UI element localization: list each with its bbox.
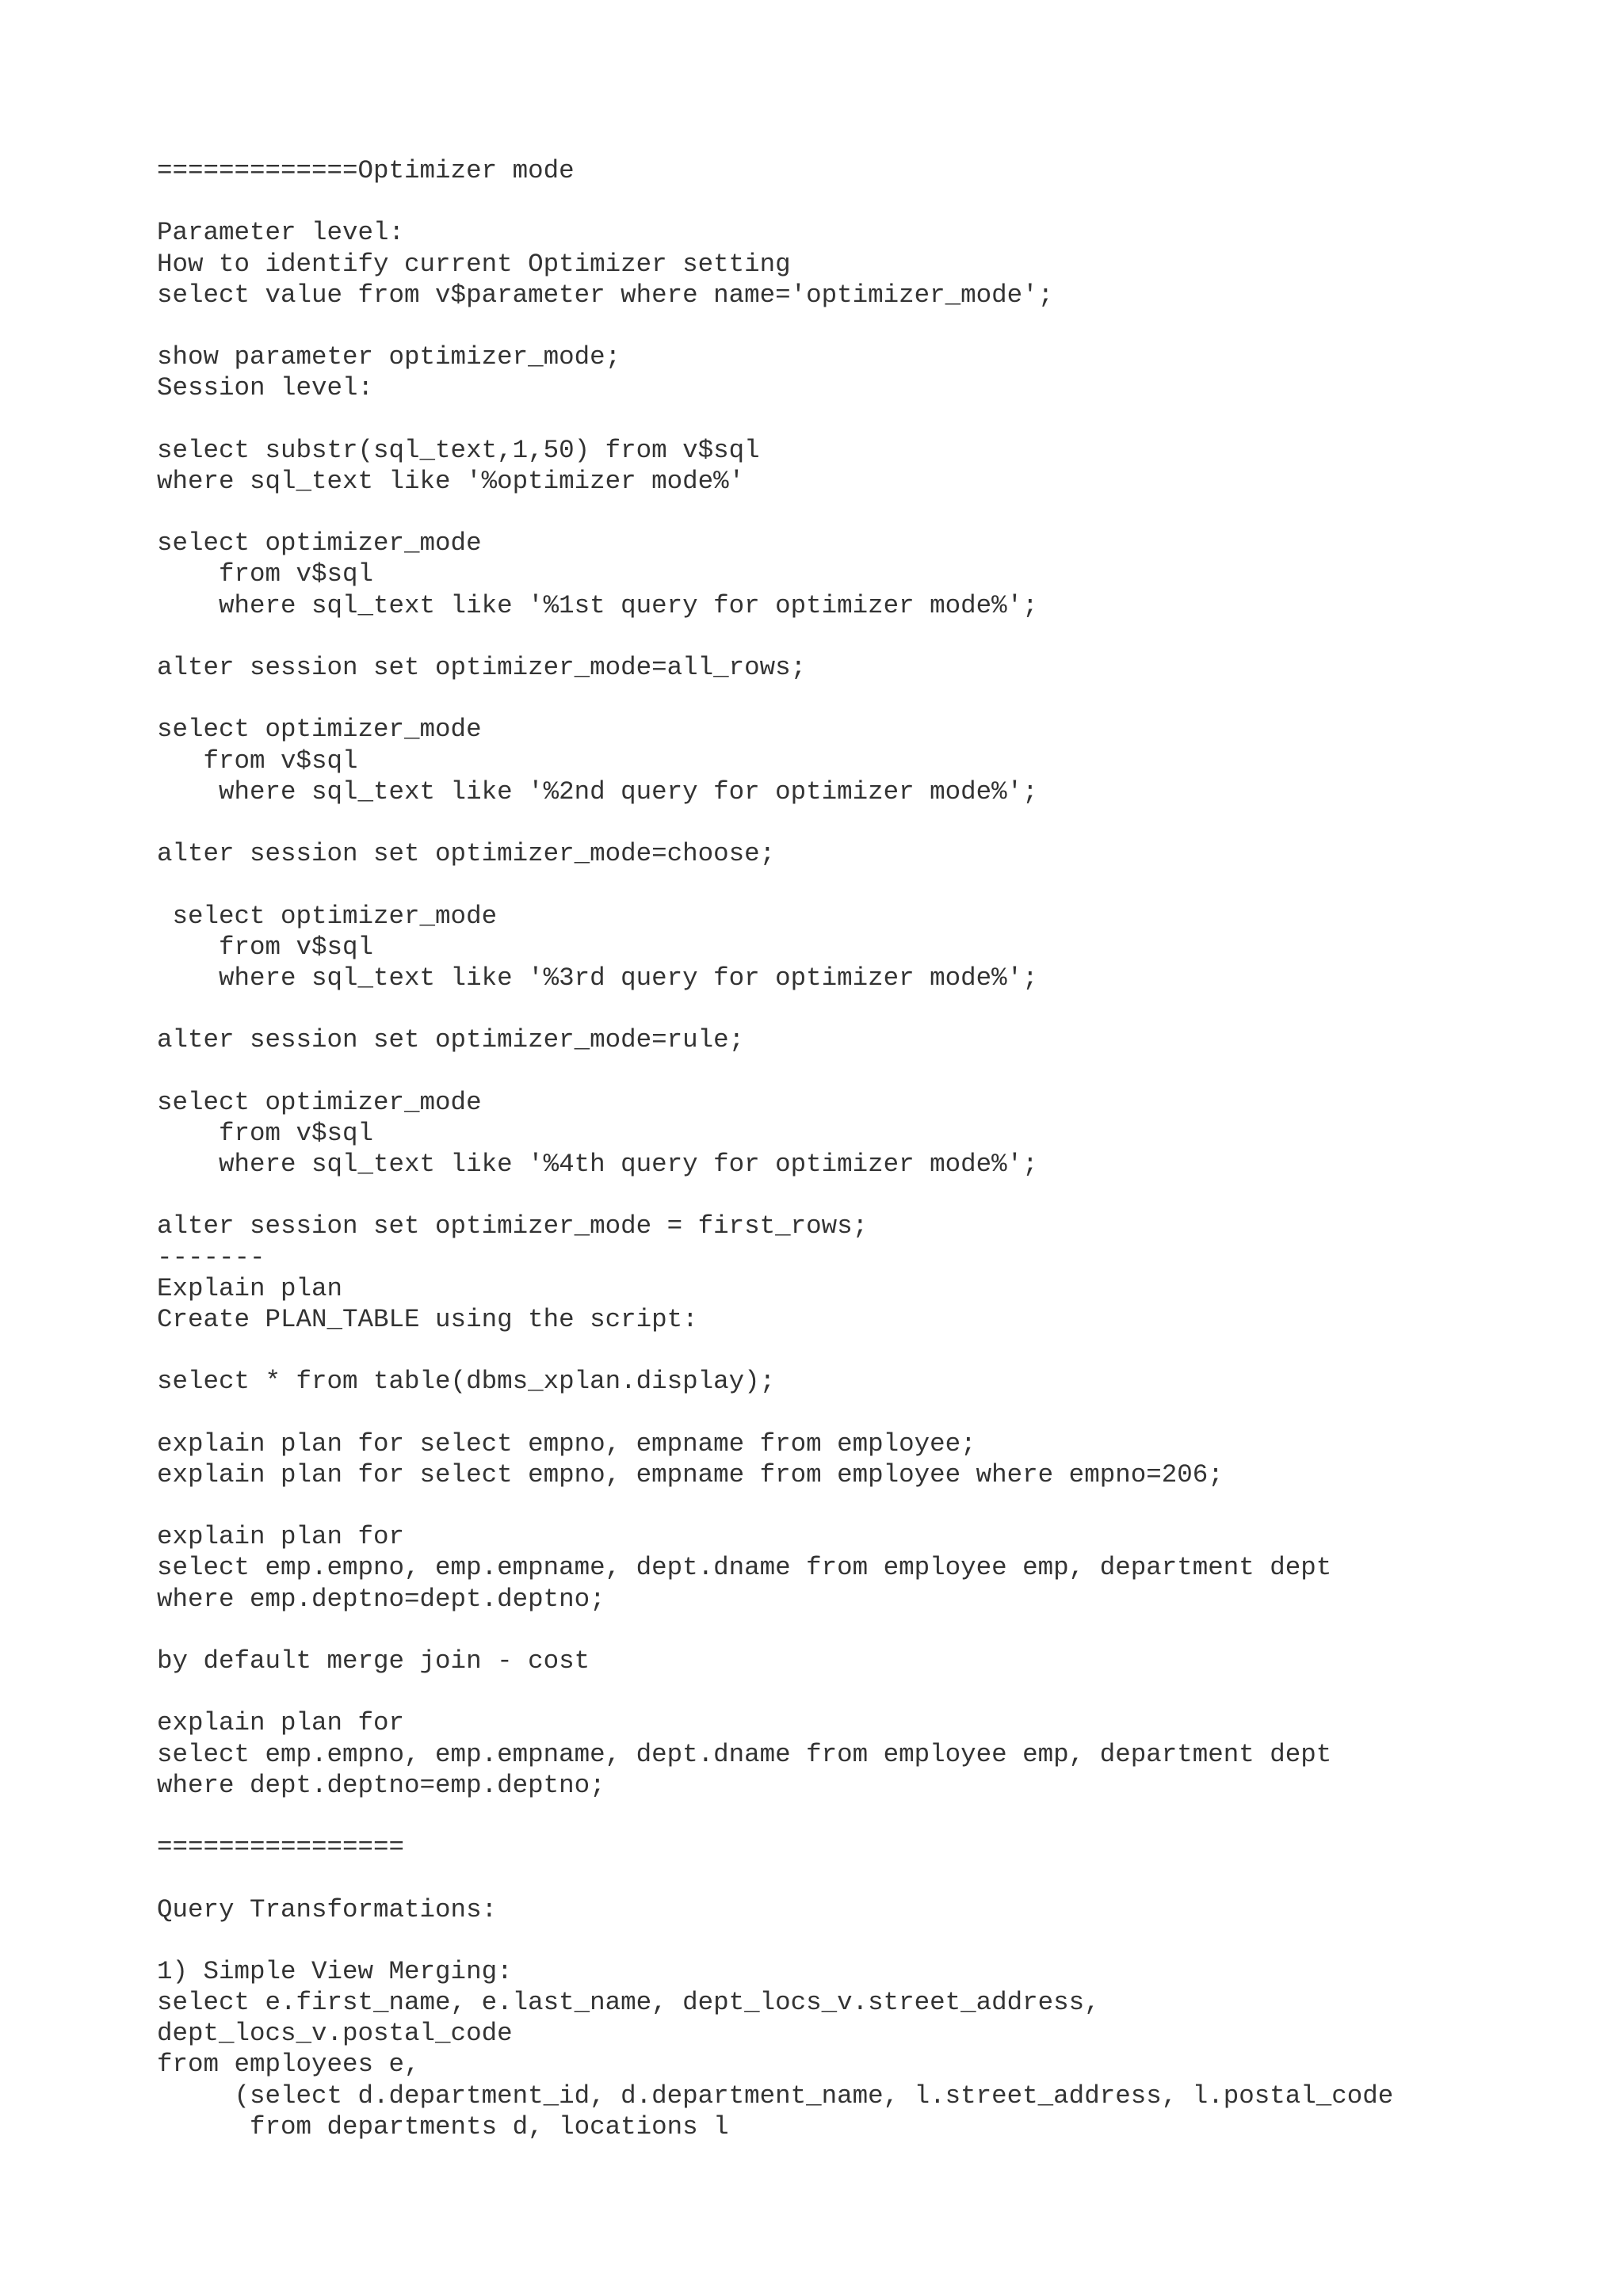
text-line: explain plan for select empno, empname from employee where empno=206; [157, 1459, 1224, 1489]
text-line: alter session set optimizer_mode=choose; [157, 839, 776, 869]
text-line: alter session set optimizer_mode=rule; [157, 1025, 745, 1055]
text-line: from departments d, locations l [157, 2111, 729, 2142]
text-line: explain plan for [157, 1708, 405, 1738]
text-line [157, 311, 1583, 341]
text-line: from employees e, [157, 2050, 420, 2080]
text-line: from v$sql [157, 559, 374, 589]
text-line: Explain plan [157, 1273, 343, 1303]
text-line [157, 404, 1583, 435]
text-line [157, 1490, 1583, 1521]
text-line [157, 1676, 1583, 1707]
text-line: Session level: [157, 373, 374, 403]
text-line: =============Optimizer mode [157, 156, 575, 185]
text-line: How to identify current Optimizer setting [157, 249, 791, 279]
text-line [157, 1863, 1583, 1894]
text-line [157, 683, 1583, 714]
text-line: from v$sql [157, 932, 374, 962]
text-line [157, 621, 1583, 652]
text-line: select emp.empno, emp.empname, dept.dname from employee emp, department dept [157, 1553, 1332, 1583]
text-line [157, 869, 1583, 900]
text-line [157, 1335, 1583, 1366]
text-line: where sql_text like '%optimizer mode%' [157, 466, 745, 496]
text-line: select optimizer_mode [157, 901, 498, 931]
text-line [157, 1055, 1583, 1086]
text-line: by default merge join - cost [157, 1646, 590, 1676]
text-line: 1) Simple View Merging: [157, 1956, 513, 1986]
text-line: select optimizer_mode [157, 1087, 482, 1117]
text-line: where sql_text like '%1st query for optimizer mode%'; [157, 590, 1038, 620]
text-line [157, 1925, 1583, 1956]
text-line [157, 807, 1583, 838]
text-line: select e.first_name, e.last_name, dept_locs_v.street_address, [157, 1988, 1100, 2018]
text-line [157, 1180, 1583, 1211]
text-line: explain plan for select empno, empname from employee; [157, 1428, 976, 1459]
text-line: select optimizer_mode [157, 528, 482, 559]
text-line: select optimizer_mode [157, 715, 482, 745]
text-line: where sql_text like '%3rd query for optimizer mode%'; [157, 963, 1038, 993]
text-line: Query Transformations: [157, 1894, 498, 1924]
text-line: select * from table(dbms_xplan.display); [157, 1367, 776, 1397]
text-line [157, 1801, 1583, 1832]
text-line: dept_locs_v.postal_code [157, 2019, 513, 2049]
document-body [157, 155, 1583, 2142]
text-line: Parameter level: [157, 218, 405, 248]
text-line: ------- [157, 1242, 265, 1272]
text-line [157, 994, 1583, 1024]
text-line: alter session set optimizer_mode = first_rows; [157, 1211, 869, 1241]
text-line: select substr(sql_text,1,50) from v$sql [157, 435, 760, 465]
text-line: select emp.empno, emp.empname, dept.dname from employee emp, department dept [157, 1739, 1332, 1769]
text-line [157, 1615, 1583, 1646]
text-line: where dept.deptno=emp.deptno; [157, 1770, 605, 1800]
text-line: where emp.deptno=dept.deptno; [157, 1584, 605, 1614]
text-line [157, 1398, 1583, 1428]
text-line: from v$sql [157, 1118, 374, 1148]
text-line: (select d.department_id, d.department_name, l.street_address, l.postal_code [157, 2081, 1394, 2111]
text-line: from v$sql [157, 746, 358, 776]
text-line: Create PLAN_TABLE using the script: [157, 1304, 698, 1334]
text-line: ================ [157, 1833, 405, 1863]
text-line: select value from v$parameter where name='optimizer_mode'; [157, 280, 1054, 310]
text-line: show parameter optimizer_mode; [157, 342, 621, 372]
text-line [157, 186, 1583, 217]
text-line [157, 497, 1583, 528]
text-line: alter session set optimizer_mode=all_rows; [157, 653, 807, 682]
text-line: where sql_text like '%2nd query for optimizer mode%'; [157, 776, 1038, 807]
text-line: explain plan for [157, 1522, 405, 1552]
text-line: where sql_text like '%4th query for optimizer mode%'; [157, 1150, 1038, 1179]
